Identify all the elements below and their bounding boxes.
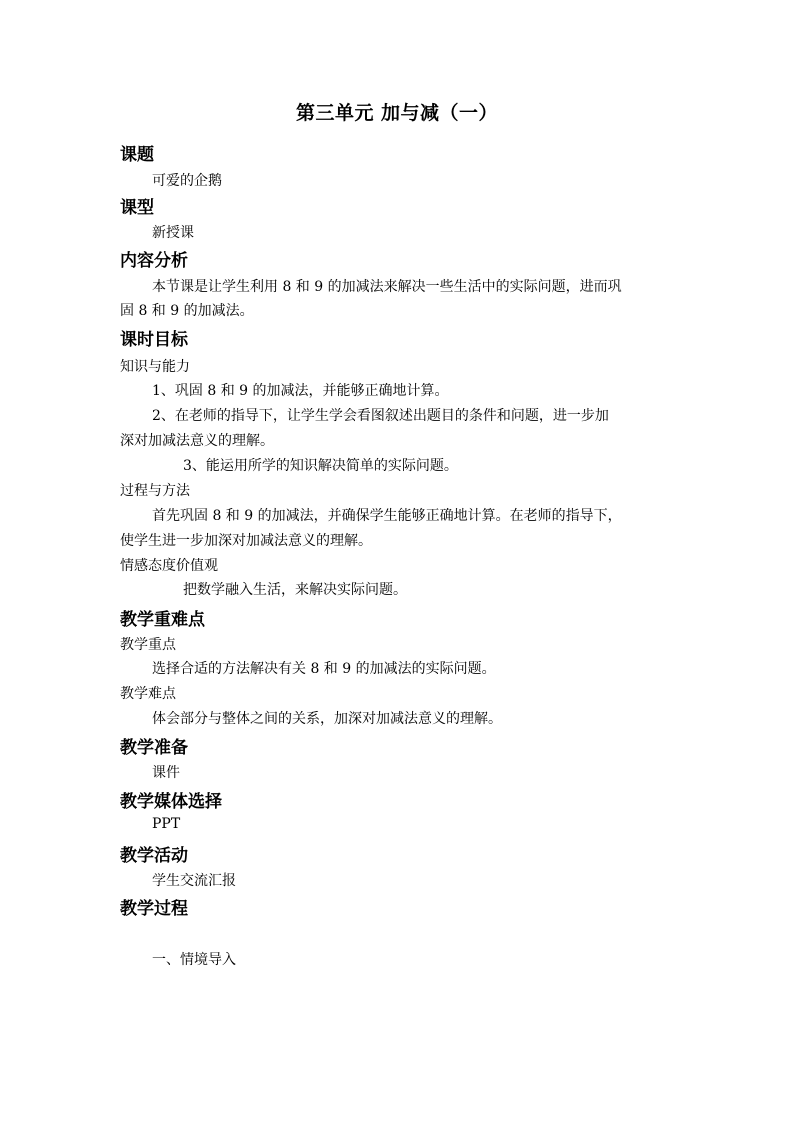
qinggan-text: 把数学融入生活，来解决实际问题。	[183, 582, 407, 598]
label-zhongdian: 教学重点	[120, 637, 176, 653]
zhishi-item-2-line-1: 2、在老师的指导下，让学生学会看图叙述出题目的条件和问题，进一步加	[152, 408, 609, 424]
label-zhishi: 知识与能力	[120, 359, 190, 375]
label-nandian: 教学难点	[120, 686, 176, 702]
guocheng-step-1: 一、情境导入	[152, 952, 236, 968]
label-qinggan: 情感态度价值观	[120, 558, 218, 574]
nandian-text: 体会部分与整体之间的关系，加深对加减法意义的理解。	[152, 711, 502, 727]
zhongdian-text: 选择合适的方法解决有关 8 和 9 的加减法的实际问题。	[152, 661, 496, 677]
kexing-text: 新授课	[152, 225, 194, 241]
heading-jiaoxue-guocheng: 教学过程	[120, 899, 188, 919]
meiti-text: PPT	[152, 816, 181, 832]
heading-huodong: 教学活动	[120, 846, 188, 866]
guocheng-fangfa-line-2: 使学生进一步加深对加减法意义的理解。	[120, 533, 372, 549]
heading-kexing: 课型	[120, 198, 154, 218]
heading-zhunbei: 教学准备	[120, 738, 188, 758]
heading-meiti: 教学媒体选择	[120, 792, 222, 812]
heading-zhongnandian: 教学重难点	[120, 610, 205, 630]
zhunbei-text: 课件	[152, 765, 180, 781]
neirong-line-1: 本节课是让学生利用 8 和 9 的加减法来解决一些生活中的实际问题，进而巩	[152, 279, 622, 295]
document-title: 第三单元 加与减（一）	[295, 102, 499, 124]
label-guocheng-fangfa: 过程与方法	[120, 483, 190, 499]
zhishi-item-2-line-2: 深对加减法意义的理解。	[120, 433, 274, 449]
keti-text: 可爱的企鹅	[152, 173, 222, 189]
neirong-line-2: 固 8 和 9 的加减法。	[120, 303, 254, 319]
heading-neirong: 内容分析	[120, 251, 188, 271]
zhishi-item-3: 3、能运用所学的知识解决简单的实际问题。	[183, 458, 458, 474]
zhishi-item-1: 1、巩固 8 和 9 的加减法，并能够正确地计算。	[152, 383, 449, 399]
huodong-text: 学生交流汇报	[152, 873, 236, 889]
guocheng-fangfa-line-1: 首先巩固 8 和 9 的加减法，并确保学生能够正确地计算。在老师的指导下，	[152, 508, 622, 524]
heading-keti: 课题	[120, 145, 154, 165]
heading-mubiao: 课时目标	[120, 330, 188, 350]
